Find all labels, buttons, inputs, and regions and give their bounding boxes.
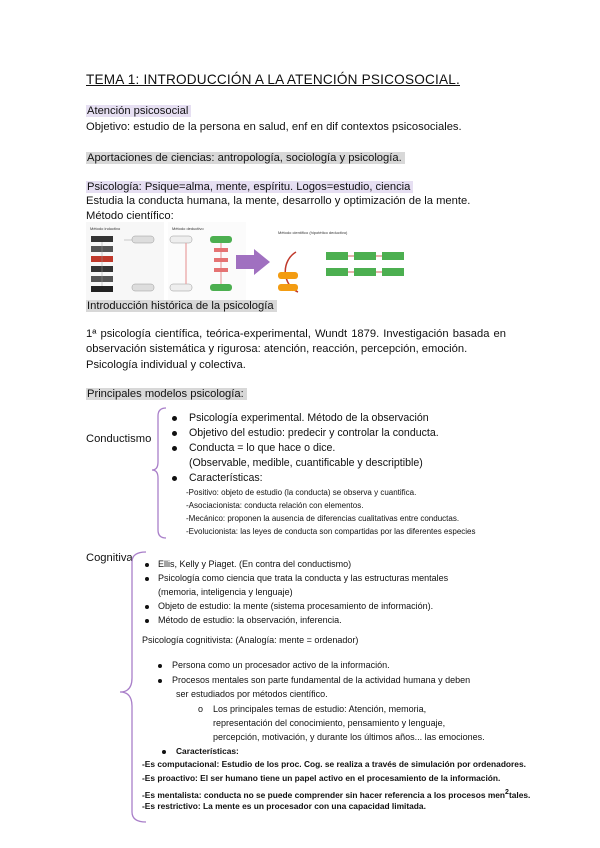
historica-heading: Introducción histórica de la psicología: [86, 300, 277, 312]
modelos-heading: Principales modelos psicología:: [86, 388, 247, 400]
page-title: TEMA 1: INTRODUCCIÓN A LA ATENCIÓN PSICOSOCIAL.: [86, 72, 460, 87]
cognitiva-sub-bullet-2-cont: ser estudiados por métodos científico.: [176, 689, 328, 699]
psicologia-heading: Psicología: Psique=alma, mente, espíritu. Logos=estudio, ciencia: [86, 181, 413, 193]
cognitiva-topics-1: Los principales temas de estudio: Atención, memoria,: [213, 704, 427, 714]
cognitiva-sub-bullet-1: Persona como un procesador activo de la información.: [158, 660, 390, 671]
aportaciones-line: Aportaciones de ciencias: antropología, sociología y psicología.: [86, 152, 405, 164]
cognitiva-topics-3: percepción, motivación, y durante los últimos años... las emociones.: [213, 732, 485, 742]
cognitiva-char-3: -Es mentalista: conducta no se puede comprender sin hacer referencia a los procesos men$^2$tales.: [142, 789, 531, 800]
psicologia-line1: Estudia la conducta humana, la mente, desarrollo y optimización de la mente.: [86, 195, 471, 207]
cognitiva-brace: [116, 548, 150, 826]
conductismo-bullet-3: Conducta = lo que hace o dice.: [172, 441, 335, 455]
panel2-title: Método deductivo: [172, 226, 204, 231]
historica-line2: Psicología individual y colectiva.: [86, 359, 246, 371]
cognitiva-chars-heading: Características:: [162, 746, 239, 757]
cognitiva-label: Cognitiva: [86, 552, 133, 564]
conductismo-char-4: -Evolucionista: las leyes de conducta son compartidas por las diferentes especies: [186, 527, 476, 536]
conductismo-bullet-2: Objetivo del estudio: predecir y controlar la conducta.: [172, 426, 439, 440]
cognitiva-bullet-4: Método de estudio: la observación, inferencia.: [145, 615, 342, 626]
conductismo-char-2: -Asociacionista: conducta relación con elementos.: [186, 501, 364, 510]
psicologia-line2: Método científico:: [86, 210, 174, 222]
cognitiva-bullet-2-cont: (memoria, inteligencia y lenguaje): [158, 587, 293, 597]
historica-paragraph: 1ª psicología científica, teórica-experimental, Wundt 1879. Investigación basada en observación sistemática y rigurosa: atención, reacción, percepción, emoción.: [86, 328, 506, 355]
conductismo-label: Conductismo: [86, 433, 152, 445]
cognitiva-char-1: -Es computacional: Estudio de los proc. Cog. se realiza a través de simulación por ordenadores.: [142, 759, 526, 769]
cognitiva-sub-bullet-2: Procesos mentales son parte fundamental de la actividad humana y deben: [158, 675, 470, 686]
section-heading-atencion: Atención psicosocial: [86, 105, 191, 117]
cognitiva-topics-2: representación del conocimiento, pensamiento y lenguaje,: [213, 718, 446, 728]
cognitiva-bullet-2: Psicología como ciencia que trata la conducta y las estructuras mentales: [145, 573, 448, 584]
cognitiva-bullet-3: Objeto de estudio: la mente (sistema procesamiento de información).: [145, 601, 433, 612]
panel3-title: Método científico (hipotético deductivo): [278, 230, 348, 235]
scientific-method-diagram: [86, 222, 456, 300]
cognitiva-sub-heading: Psicología cognitivista: (Analogía: mente = ordenador): [142, 635, 359, 645]
conductismo-char-1: -Positivo: objeto de estudio (la conducta) se observa y cuantifica.: [186, 488, 417, 497]
conductismo-bullet-1: Psicología experimental. Método de la observación: [172, 411, 429, 425]
cognitiva-char-4: -Es restrictivo: La mente es un procesador con una capacidad limitada.: [142, 801, 426, 811]
conductismo-bullet-4: Características:: [172, 471, 263, 485]
cognitiva-bullet-1: Ellis, Kelly y Piaget. (En contra del conductismo): [145, 559, 351, 570]
conductismo-bullet-3-cont: (Observable, medible, cuantificable y descriptible): [189, 457, 423, 469]
conductismo-brace: [150, 406, 170, 540]
circle-bullet-icon: o: [198, 704, 204, 714]
conductismo-char-3: -Mecánico: proponen la ausencia de diferencias cualitativas entre conductas.: [186, 514, 460, 523]
panel1-title: Método inductivo: [90, 226, 121, 231]
cognitiva-char-2: -Es proactivo: El ser humano tiene un papel activo en el procesamiento de la información.: [142, 773, 501, 783]
atencion-objective: Objetivo: estudio de la persona en salud, enf en dif contextos psicosociales.: [86, 121, 462, 133]
